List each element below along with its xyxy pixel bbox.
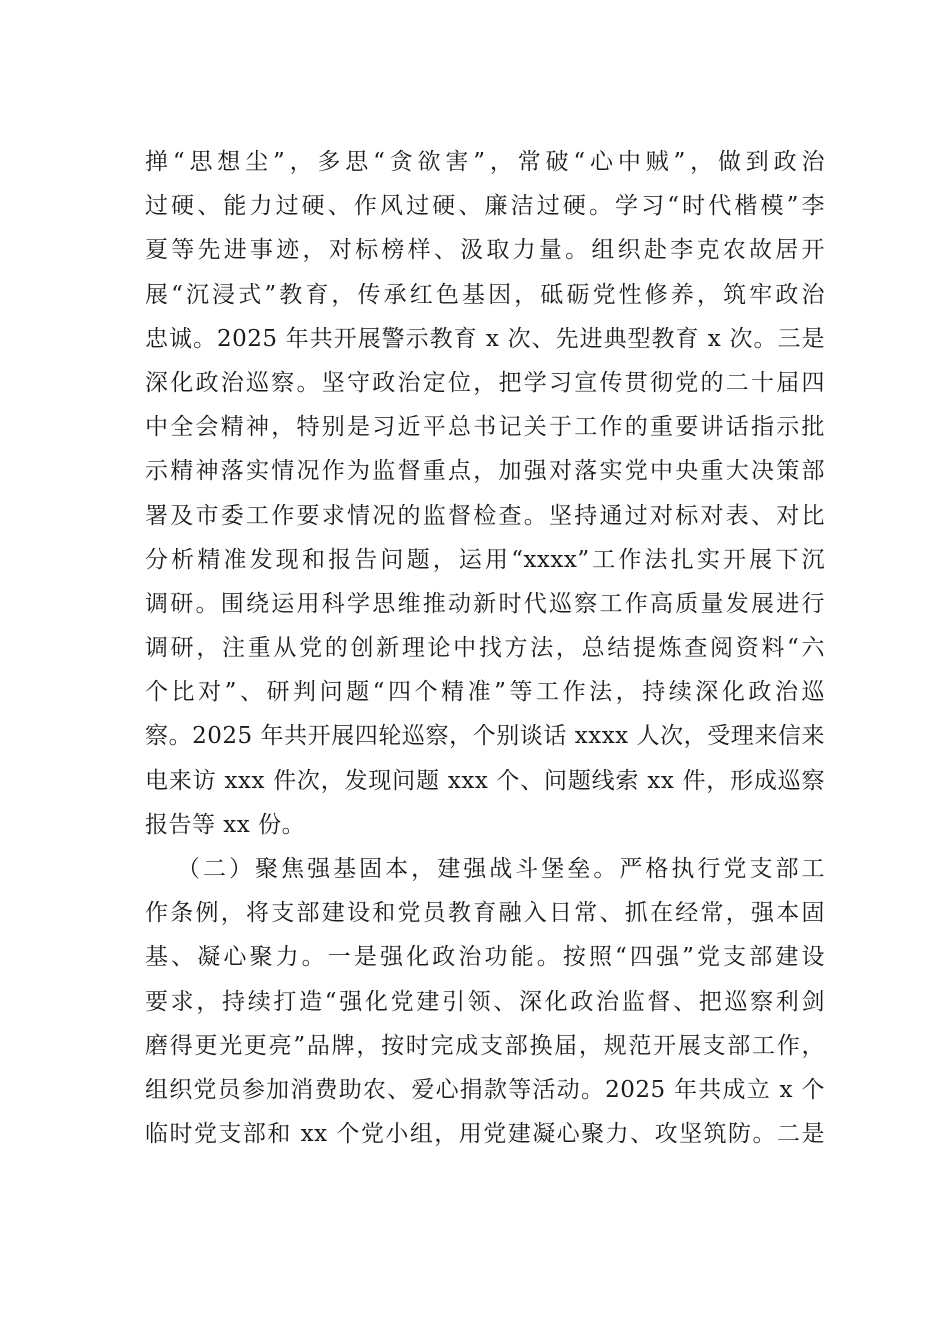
text-line: 要求，持续打造“强化党建引领、深化政治监督、把巡察利剑 (145, 988, 825, 1015)
text-line: 夏等先进事迹，对标榜样、汲取力量。组织赴李克农故居开 (145, 237, 825, 264)
text-line: 临时党支部和 xx 个党小组，用党建凝心聚力、攻坚筑防。二是 (145, 1121, 825, 1148)
text-line: 报告等 xx 份。 (145, 811, 306, 838)
text-line: 基、凝心聚力。一是强化政治功能。按照“四强”党支部建设 (145, 944, 825, 971)
text-line: 分析精准发现和报告问题，运用“xxxx”工作法扎实开展下沉 (145, 546, 825, 573)
text-line: 展“沉浸式”教育，传承红色基因，砥砺党性修养，筑牢政治 (145, 281, 825, 308)
text-line: 组织党员参加消费助农、爱心捐款等活动。2025 年共成立 x 个 (145, 1076, 825, 1103)
text-line: 中全会精神，特别是习近平总书记关于工作的重要讲话指示批 (145, 414, 825, 441)
text-line: 署及市委工作要求情况的监督检查。坚持通过对标对表、对比 (145, 502, 825, 529)
text-line: 掸“思想尘”，多思“贪欲害”，常破“心中贼”，做到政治 (145, 149, 825, 175)
text-line: 个比对”、研判问题“四个精准”等工作法，持续深化政治巡 (145, 679, 825, 706)
body-text (145, 140, 825, 1156)
text-line: 调研，注重从党的创新理论中找方法，总结提炼查阅资料“六 (145, 635, 825, 662)
text-line: 电来访 xxx 件次，发现问题 xxx 个、问题线索 xx 件，形成巡察 (145, 767, 825, 794)
text-line: 示精神落实情况作为监督重点，加强对落实党中央重大决策部 (145, 458, 825, 485)
paragraph-political-inspection (145, 140, 825, 847)
text-line: 磨得更光更亮”品牌，按时完成支部换届，规范开展支部工作， (145, 1032, 825, 1059)
section-heading-line: （二）聚焦强基固本，建强战斗堡垒。严格执行党支部工 (177, 856, 825, 882)
text-line: 过硬、能力过硬、作风过硬、廉洁过硬。学习“时代楷模”李 (145, 193, 825, 220)
paragraph-section-two (145, 847, 825, 1156)
text-line: 深化政治巡察。坚守政治定位，把学习宣传贯彻党的二十届四 (145, 369, 825, 396)
text-line: 察。2025 年共开展四轮巡察，个别谈话 xxxx 人次，受理来信来 (145, 723, 825, 750)
text-line: 忠诚。2025 年共开展警示教育 x 次、先进典型教育 x 次。三是 (145, 325, 825, 352)
text-line: 调研。围绕运用科学思维推动新时代巡察工作高质量发展进行 (145, 590, 825, 617)
text-line: 作条例，将支部建设和党员教育融入日常、抓在经常，强本固 (145, 900, 825, 927)
